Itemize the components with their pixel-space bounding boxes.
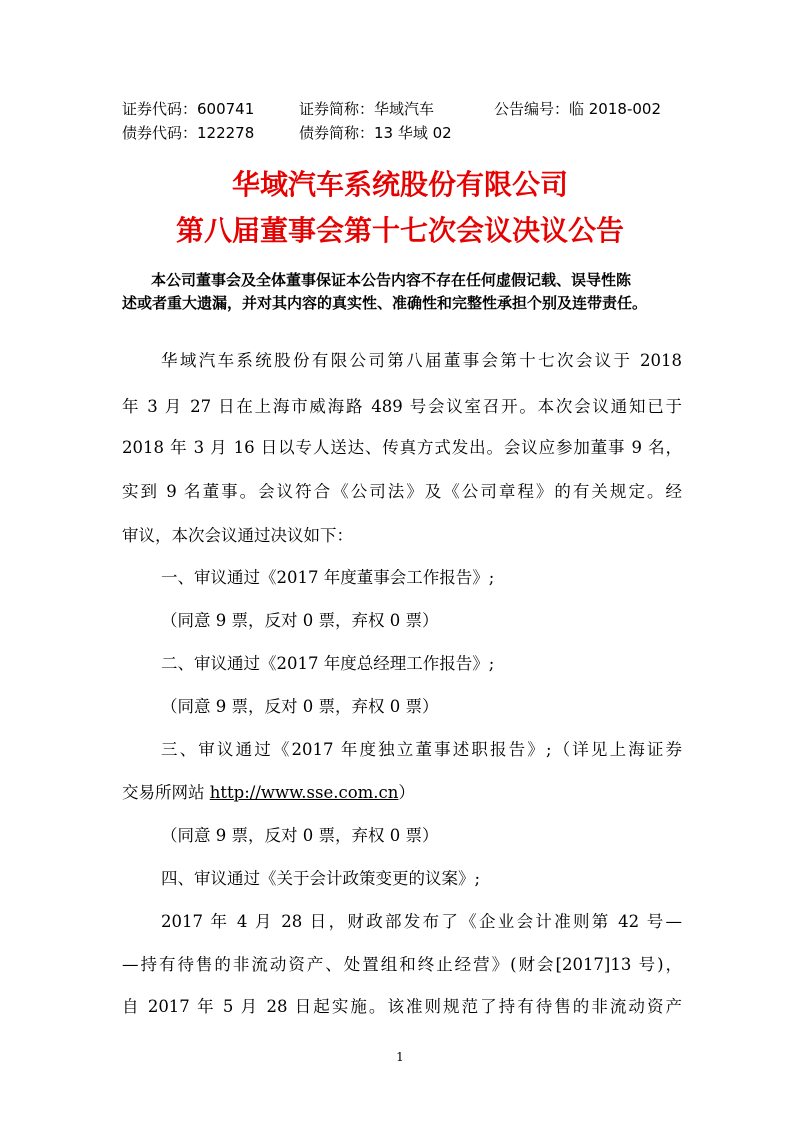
policy-line-1: 2017 年 4 月 28 日，财政部发布了《企业会计准则第 42 号— xyxy=(161,912,682,931)
stock-name: 证券简称：华域汽车 xyxy=(299,100,435,118)
statement-line-2: 述或者重大遗漏，并对其内容的真实性、准确性和完整性承担个别及连带责任。 xyxy=(122,294,648,312)
intro-line-2: 年 3 月 27 日在上海市威海路 489 号会议室召开。本次会议通知已于 xyxy=(122,397,682,416)
vote-result-1: （同意 9 票，反对 0 票，弃权 0 票） xyxy=(161,611,439,630)
intro-line-5: 审议，本次会议通过决议如下： xyxy=(122,526,353,545)
bond-name: 债券简称：13 华域 02 xyxy=(299,124,452,142)
sse-website-link[interactable]: http://www.sse.com.cn xyxy=(209,783,399,802)
intro-line-4: 实到 9 名董事。会议符合《公司法》及《公司章程》的有关规定。经 xyxy=(122,482,682,501)
resolution-item-1: 一、审议通过《2017 年度董事会工作报告》; xyxy=(161,568,495,587)
policy-line-3: 自 2017 年 5 月 28 日起实施。该准则规范了持有待售的非流动资产 xyxy=(122,997,682,1016)
vote-result-2: （同意 9 票，反对 0 票，弃权 0 票） xyxy=(161,697,439,716)
policy-line-2: —持有待售的非流动资产、处置组和终止经营》(财会[2017]13 号)， xyxy=(122,955,682,974)
page-number: 1 xyxy=(396,1050,404,1064)
resolution-item-3-source xyxy=(122,782,415,804)
resolution-item-2: 二、审议通过《2017 年度总经理工作报告》; xyxy=(161,654,495,673)
intro-line-3: 2018 年 3 月 16 日以专人送达、传真方式发出。会议应参加董事 9 名， xyxy=(122,438,682,457)
resolution-item-4: 四、审议通过《关于会计政策变更的议案》; xyxy=(161,869,481,888)
notice-number: 公告编号：临 2018-002 xyxy=(494,100,661,118)
source-suffix: ） xyxy=(398,783,415,802)
source-prefix: 交易所网站 xyxy=(122,783,210,802)
bond-code: 债券代码：122278 xyxy=(122,124,255,142)
stock-code: 证券代码：600741 xyxy=(122,100,255,118)
intro-line-1: 华域汽车系统股份有限公司第八届董事会第十七次会议于 2018 xyxy=(161,351,682,370)
statement-line-1: 本公司董事会及全体董事保证本公告内容不存在任何虚假记载、误导性陈 xyxy=(151,271,632,289)
title-company: 华域汽车系统股份有限公司 xyxy=(231,168,568,201)
resolution-item-3: 三、审议通过《2017 年度独立董事述职报告》;（详见上海证券 xyxy=(161,740,682,759)
title-announcement: 第八届董事会第十七次会议决议公告 xyxy=(175,214,624,247)
vote-result-3: （同意 9 票，反对 0 票，弃权 0 票） xyxy=(161,826,439,845)
